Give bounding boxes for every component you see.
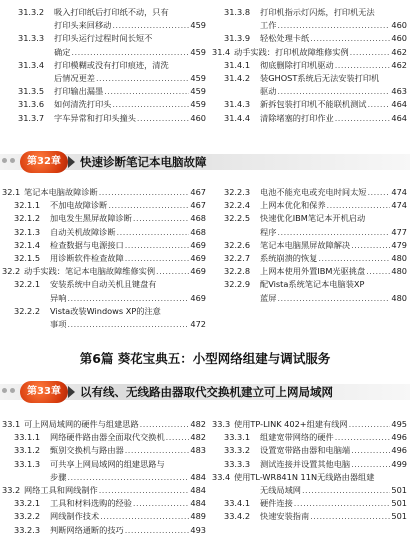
toc-entry-number (212, 19, 260, 32)
toc-page-number: 469 (190, 252, 206, 263)
toc-entry-title: 检查数据与电源接口 (50, 239, 124, 250)
toc-entry-title: 用诊断软件检查故障 (50, 252, 124, 263)
chapter-33-badge: 第33章 (20, 381, 68, 403)
toc-entry-title: 步骤 (50, 471, 67, 482)
toc-entry-title: 硬件连接 (260, 498, 293, 509)
toc-page-number: 467 (190, 187, 206, 197)
toc-entry-title: 电池不能充电或充电时间太短 (260, 187, 367, 197)
toc-entry (212, 484, 407, 497)
toc-entry-number (2, 318, 50, 331)
toc-entry (212, 6, 407, 19)
toc-entry (2, 431, 206, 444)
dot-leader (140, 418, 190, 431)
dot-leader (335, 431, 391, 444)
toc-entry-title: 打印头运行过程时间长短不 (54, 33, 153, 44)
dot-leader (133, 497, 189, 510)
toc-entry (212, 98, 407, 111)
toc-entry-number: 32.1 (2, 187, 21, 197)
toc-entry (212, 458, 407, 471)
toc-entry (212, 239, 407, 252)
toc-page-number: 496 (391, 432, 407, 443)
toc-entry (212, 292, 407, 305)
toc-entry-title: 异响 (50, 292, 67, 303)
toc-entry-number: 32.2 (2, 266, 21, 277)
toc-page-number: 460 (391, 20, 407, 31)
toc-entry-title: 组建宽带网络的硬件 (260, 432, 334, 443)
toc-entry-number: 32.2.7 (224, 252, 251, 263)
dot-leader (100, 510, 189, 523)
toc-entry-title: 驱动 (260, 86, 277, 97)
toc-page-number: 468 (190, 226, 206, 237)
toc-entry-title: 吸入打印纸后打印纸不动，只有 (54, 7, 169, 17)
toc-entry-title: Vista改装Windows XP的注意 (50, 305, 161, 316)
toc-entry-number: 32.2.2 (14, 305, 41, 316)
toc-page-number: 501 (391, 484, 407, 495)
toc-entry-title: 网线制作技术 (50, 511, 100, 522)
arrow-icon (68, 156, 75, 168)
toc-entry-number (2, 471, 50, 484)
toc-entry-number: 31.3.3 (18, 33, 45, 44)
toc-page-number: 477 (391, 226, 407, 237)
toc-entry (6, 59, 206, 72)
toc-entry (212, 278, 407, 291)
dot-leader (302, 484, 390, 497)
toc-entry-title: 可上网局域网的硬件与组建思路 (24, 419, 139, 429)
toc-page-number: 464 (391, 99, 407, 110)
toc-entry-number: 31.3.5 (18, 86, 45, 97)
toc-entry-number: 32.1.4 (14, 239, 41, 250)
toc-entry-number (6, 19, 54, 32)
toc-entry (6, 46, 206, 59)
toc-entry-title: 网络工具和网线制作 (24, 484, 98, 495)
toc-entry-number: 32.2.8 (224, 266, 251, 277)
toc-entry-title: 如何清洗打印头 (54, 99, 112, 110)
toc-entry-number: 33.1.2 (14, 445, 41, 456)
toc-page-number: 469 (190, 292, 206, 303)
toc-entry-number: 33.4 (212, 471, 231, 482)
dot-leader (125, 444, 190, 457)
toc-entry (2, 239, 206, 252)
toc-entry (6, 72, 206, 85)
toc-entry-number: 32.1.3 (14, 226, 41, 237)
toc-entry (212, 199, 407, 212)
toc-page-number: 501 (391, 498, 407, 509)
toc-entry (212, 497, 407, 510)
toc-entry-title: 使用TL-WR841N 11N无线路由器组建 (234, 471, 375, 482)
dot-leader (277, 85, 390, 98)
toc-entry (6, 85, 206, 98)
arrow-icon (68, 386, 75, 398)
toc-entry-title: 蓝屏 (260, 292, 277, 303)
toc-page-number: 493 (190, 524, 206, 535)
dot-leader (367, 186, 390, 199)
chapter-33-banner (0, 378, 410, 406)
toc-entry-title: 轻松处理卡纸 (260, 33, 310, 44)
dot-leader (350, 46, 391, 59)
toc-entry-title: 打印模糊或没有打印痕迹，清洗 (54, 59, 169, 70)
toc-entry (212, 72, 407, 85)
toc-entry (2, 265, 206, 278)
toc-page-number: 501 (391, 511, 407, 522)
toc-page-number: 469 (190, 266, 206, 277)
toc-entry-number: 31.4.3 (224, 99, 251, 110)
toc-entry (2, 524, 206, 537)
toc-entry-number: 33.1 (2, 419, 21, 429)
toc-entry-number: 31.3.2 (18, 7, 45, 17)
dot-leader (156, 265, 189, 278)
toc-entry-title: 使用TP-LINK 402+组建有线网 (234, 419, 348, 429)
dot-leader (310, 510, 390, 523)
toc-entry (212, 510, 407, 523)
toc-page-number: 482 (190, 432, 206, 443)
toc-entry (2, 418, 206, 431)
chapter-32-banner (0, 148, 410, 176)
toc-entry (2, 278, 206, 291)
toc-page-number: 459 (190, 99, 206, 110)
toc-entry-number: 32.2.4 (224, 200, 251, 211)
toc-entry (212, 112, 407, 125)
toc-entry-title: 笔记本电脑故障诊断 (24, 187, 98, 197)
dot-leader (133, 212, 189, 225)
toc-entry-title: 快速安装指南 (260, 511, 310, 522)
toc-column-top-right (212, 6, 407, 125)
toc-entry-title: 快速优化IBM笔记本开机启动 (260, 213, 366, 224)
chapter-32-title: 快速诊断笔记本电脑故障 (80, 155, 207, 169)
toc-entry-number: 31.3.7 (18, 112, 45, 123)
toc-entry-number: 33.2.1 (14, 498, 41, 509)
dot-leader (351, 239, 390, 252)
dot-leader (108, 199, 189, 212)
toc-entry-number: 31.4.2 (224, 72, 251, 83)
dot-leader (125, 239, 190, 252)
toc-page-number: 484 (190, 471, 206, 482)
toc-entry-title: 打印机指示灯闪烁，打印机无法 (260, 7, 375, 17)
toc-entry-title: 配Vista系统笔记本电脑装XP (260, 279, 365, 290)
toc-entry-number (212, 292, 260, 305)
toc-entry (2, 305, 206, 318)
toc-entry-title: 新拆包装打印机不能联机测试 (260, 99, 367, 110)
toc-entry-title: 网络硬件路由器全面取代交换机 (50, 432, 165, 443)
toc-entry-title: 装GHOST系统后无法安装打印机 (260, 72, 380, 83)
toc-entry-title: 上网本使用外置IBM光驱挑盘 (260, 266, 366, 277)
toc-entry (2, 484, 206, 497)
toc-page-number: 495 (391, 419, 407, 429)
toc-page-number: 462 (391, 46, 407, 57)
dot-leader (117, 226, 190, 239)
dot-leader (277, 292, 390, 305)
toc-entry (6, 19, 206, 32)
toc-page-number: 482 (190, 419, 206, 429)
toc-entry-number (212, 226, 260, 239)
toc-entry (2, 252, 206, 265)
toc-column-bottom-left (2, 418, 206, 537)
toc-entry-title: 无线局域网 (260, 484, 301, 495)
toc-entry (2, 471, 206, 484)
dot-leader (112, 19, 189, 32)
part-6-title: 第6篇 葵花宝典五：小型网络组建与调试服务 (79, 351, 331, 366)
toc-entry-title: 上网本优化和保养 (260, 200, 326, 211)
dot-leader (335, 59, 391, 72)
toc-entry (2, 212, 206, 225)
toc-page-number: 472 (190, 318, 206, 329)
toc-entry-title: 彻底删除打印机驱动 (260, 59, 334, 70)
toc-entry-number: 33.2.2 (14, 511, 41, 522)
toc-entry (212, 85, 407, 98)
dot-leader (366, 265, 390, 278)
toc-entry-title: 加电发生黑屏故障诊断 (50, 213, 132, 224)
toc-entry (212, 444, 407, 457)
toc-entry-title: 系统崩溃的恢复 (260, 252, 318, 263)
toc-entry-number (6, 46, 54, 59)
toc-entry-title: 清除堵塞的打印作业 (260, 112, 334, 123)
dot-leader (277, 19, 390, 32)
toc-entry-title: 设置宽带路由器和电脑端 (260, 445, 351, 456)
toc-entry-number: 33.1.1 (14, 432, 41, 443)
toc-entry (212, 186, 407, 199)
dot-leader (67, 471, 189, 484)
toc-entry-title: 程序 (260, 226, 277, 237)
toc-page-number: 474 (391, 200, 407, 211)
toc-entry-title: 动手实践：笔记本电脑故障维修实例 (24, 266, 156, 277)
toc-entry-number: 31.4 (212, 46, 231, 57)
toc-entry (2, 458, 206, 471)
dot-leader (318, 252, 390, 265)
dot-leader (327, 199, 391, 212)
toc-page-number: 460 (190, 112, 206, 123)
toc-page-number: 462 (391, 59, 407, 70)
dot-leader (351, 444, 390, 457)
toc-entry-title: 安装系统中自动关机且键盘有 (50, 279, 157, 290)
toc-entry-title: 动手实践：打印机故障维修实例 (234, 46, 349, 57)
dot-leader (310, 32, 390, 45)
toc-entry-number: 32.2.9 (224, 279, 251, 290)
toc-page-number: 483 (190, 445, 206, 456)
toc-entry-title: 工作 (260, 20, 277, 31)
toc-entry (2, 199, 206, 212)
dot-leader (112, 98, 189, 111)
toc-entry (2, 292, 206, 305)
toc-entry-title: 自动关机故障诊断 (50, 226, 116, 237)
toc-entry-number: 32.1.5 (14, 252, 41, 263)
toc-column-top-left (6, 6, 206, 125)
toc-page-number: 459 (190, 72, 206, 83)
toc-column-mid-right (212, 186, 407, 305)
toc-column-mid-left (2, 186, 206, 331)
toc-entry (212, 471, 407, 484)
toc-entry-number: 33.3.1 (224, 432, 251, 443)
toc-page-number: 459 (190, 46, 206, 57)
toc-entry (212, 252, 407, 265)
toc-entry-title: 确定 (54, 46, 71, 57)
toc-entry-title: 打印头来回移动 (54, 20, 112, 31)
toc-entry (212, 431, 407, 444)
toc-entry-number: 31.3.4 (18, 59, 45, 70)
toc-column-bottom-right (212, 418, 407, 524)
toc-entry-number: 33.4.1 (224, 498, 251, 509)
toc-page-number: 459 (190, 20, 206, 31)
toc-page-number: 484 (190, 484, 206, 495)
toc-entry-title: 判断网络通断的技巧 (50, 524, 124, 535)
toc-entry-title: 字车异常和打印头撞头 (54, 112, 136, 123)
toc-entry (212, 212, 407, 225)
toc-page-number: 469 (190, 239, 206, 250)
toc-entry-number: 32.2.3 (224, 187, 251, 197)
toc-entry-number: 33.2 (2, 484, 21, 495)
toc-page-number: 463 (391, 86, 407, 97)
toc-entry-number: 31.3.8 (224, 7, 251, 17)
dot-leader (335, 112, 391, 125)
toc-entry (212, 265, 407, 278)
toc-page-number: 496 (391, 445, 407, 456)
toc-entry-number (212, 85, 260, 98)
dot-leader (67, 292, 189, 305)
toc-page-number: 468 (190, 213, 206, 224)
toc-page-number: 484 (190, 498, 206, 509)
banner-dots (2, 388, 15, 393)
toc-entry (212, 418, 407, 431)
dot-leader (166, 431, 190, 444)
toc-entry (212, 32, 407, 45)
toc-entry-title: 后情况更差 (54, 72, 95, 83)
toc-entry-title: 可共享上网局域网的组建思路与 (50, 458, 165, 469)
toc-entry-number (2, 292, 50, 305)
toc-entry-title: 打印输出漏墨 (54, 86, 104, 97)
toc-entry-number: 31.4.1 (224, 59, 251, 70)
toc-page-number: 479 (391, 239, 407, 250)
toc-entry-number: 32.2.1 (14, 279, 41, 290)
toc-entry (6, 6, 206, 19)
dot-leader (294, 497, 391, 510)
dot-leader (351, 458, 390, 471)
dot-leader (104, 85, 189, 98)
toc-entry (2, 444, 206, 457)
toc-entry-title: 事项 (50, 318, 67, 329)
toc-entry-number: 33.3 (212, 419, 231, 429)
toc-entry-number: 32.2.5 (224, 213, 251, 224)
toc-entry-title: 甄别交换机与路由器 (50, 445, 124, 456)
toc-entry-number: 31.3.9 (224, 33, 251, 44)
toc-entry (212, 19, 407, 32)
toc-entry-number: 31.4.4 (224, 112, 251, 123)
dot-leader (67, 318, 189, 331)
toc-entry-number: 33.3.3 (224, 458, 251, 469)
toc-entry (212, 59, 407, 72)
toc-entry-number (212, 484, 260, 497)
toc-page-number: 480 (391, 266, 407, 277)
dot-leader (125, 252, 190, 265)
toc-entry (2, 318, 206, 331)
toc-entry-number: 31.3.6 (18, 99, 45, 110)
toc-entry-title: 工具和材料选购的经验 (50, 498, 132, 509)
toc-page-number: 480 (391, 292, 407, 303)
toc-entry (2, 497, 206, 510)
toc-page-number: 474 (391, 187, 407, 197)
toc-entry-number: 32.1.2 (14, 213, 41, 224)
dot-leader (99, 186, 190, 199)
toc-entry-number: 33.4.2 (224, 511, 251, 522)
toc-page-number: 499 (391, 458, 407, 469)
toc-entry (212, 46, 407, 59)
toc-entry (2, 226, 206, 239)
dot-leader (137, 112, 189, 125)
dot-leader (71, 46, 189, 59)
toc-entry-number: 33.1.3 (14, 458, 41, 469)
dot-leader (367, 98, 390, 111)
toc-page-number: 460 (391, 33, 407, 44)
chapter-32-badge: 第32章 (20, 151, 68, 173)
toc-page-number: 489 (190, 511, 206, 522)
toc-entry-title: 笔记本电脑黑屏故障解决 (260, 239, 351, 250)
toc-entry-number: 32.1.1 (14, 200, 41, 211)
dot-leader (349, 418, 391, 431)
toc-entry (6, 112, 206, 125)
dot-leader (277, 226, 390, 239)
dot-leader (96, 72, 189, 85)
toc-page-number: 464 (391, 112, 407, 123)
toc-entry-number (6, 72, 54, 85)
toc-page-number: 459 (190, 86, 206, 97)
toc-page-number: 467 (190, 200, 206, 211)
toc-entry-title: 测试连接并设置其他电脑 (260, 458, 351, 469)
toc-page-number: 480 (391, 252, 407, 263)
toc-entry-number: 33.3.2 (224, 445, 251, 456)
dot-leader (99, 484, 190, 497)
toc-entry (2, 186, 206, 199)
chapter-33-title: 以有线、无线路由器取代交换机建立可上网局域网 (80, 385, 333, 399)
toc-entry-number: 32.2.6 (224, 239, 251, 250)
toc-entry-title: 不加电故障诊断 (50, 200, 108, 211)
toc-entry-number: 33.2.3 (14, 524, 41, 535)
dot-leader (125, 524, 190, 537)
toc-entry (2, 510, 206, 523)
toc-entry (6, 98, 206, 111)
toc-entry (212, 226, 407, 239)
banner-dots (2, 158, 15, 163)
toc-entry (6, 32, 206, 45)
